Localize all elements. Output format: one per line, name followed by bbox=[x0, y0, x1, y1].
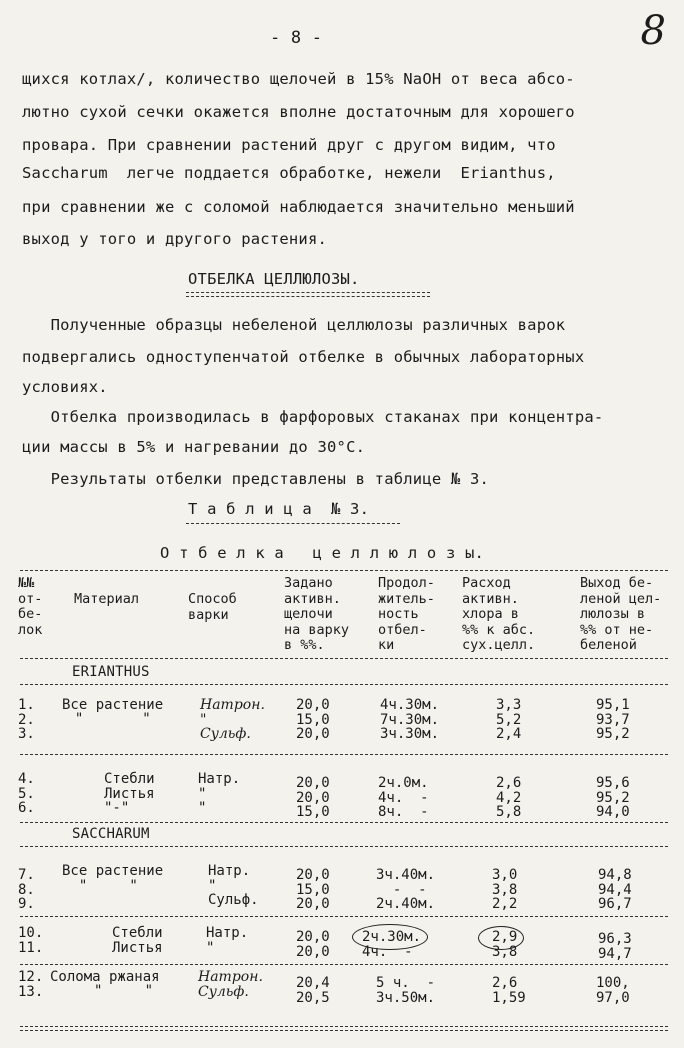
col-header-method: Способ варки bbox=[188, 591, 237, 623]
chlorine-cell: 3,0 3,8 2,2 bbox=[492, 867, 518, 912]
chlorine-cell: 2,9 3,8 bbox=[492, 929, 518, 960]
material-cell: Все растение bbox=[62, 697, 164, 713]
table-label-underline bbox=[186, 523, 400, 524]
alkali-cell: 20,0 20,0 bbox=[296, 929, 330, 960]
yield-cell: 94,8 94,4 96,7 bbox=[598, 867, 632, 912]
group-label-erianthus: ERIANTHUS bbox=[72, 664, 150, 680]
method-cell: Натрон. Сульф. bbox=[198, 969, 263, 1000]
method-cell: Натр. " Сульф. bbox=[208, 863, 259, 908]
saccharum-label-rule bbox=[20, 846, 668, 847]
body-line-3: условиях. bbox=[22, 378, 108, 396]
table-label: Т а б л и ц а № 3. bbox=[188, 500, 370, 518]
body-line-4: Отбелка производилась в фарфоровых стаканах при концентра- bbox=[22, 408, 604, 426]
group-label-saccharum: SACCHARUM bbox=[72, 826, 150, 842]
body-line-6: Результаты отбелки представлены в таблице № 3. bbox=[22, 470, 490, 488]
intro-line-3: провара. При сравнении растений друг с другом видим, что bbox=[22, 136, 556, 154]
duration-cell: 5 ч. - 3ч.50м. bbox=[376, 975, 436, 1006]
section-title: ОТБЕЛКА ЦЕЛЛЮЛОЗЫ. bbox=[188, 270, 360, 288]
erianthus-label-rule bbox=[20, 684, 668, 685]
col-header-chlorine: Расход активн. хлора в %% к абс. сух.целл. bbox=[462, 575, 536, 653]
block-rule bbox=[20, 822, 668, 823]
row-numbers: 1. 2. 3. bbox=[18, 697, 35, 742]
block-rule bbox=[20, 916, 668, 917]
material-cell: Стебли Листья bbox=[112, 925, 163, 956]
method-cell: Натр. " " bbox=[198, 771, 241, 816]
col-header-alkali: Задано активн. щелочи на варку в %%. bbox=[284, 575, 350, 653]
row-numbers: 4. 5. 6. bbox=[18, 771, 35, 816]
handwritten-page-number: 8 bbox=[640, 8, 666, 54]
alkali-cell: 20,0 15,0 20,0 bbox=[296, 867, 330, 912]
method-cell: Натр. " bbox=[206, 925, 249, 956]
block-rule bbox=[20, 964, 668, 965]
table-bottom-rule bbox=[20, 1026, 668, 1031]
intro-line-1: щихся котлах/, количество щелочей в 15% NaOH от веса абсо- bbox=[22, 70, 575, 88]
body-line-1: Полученные образцы небеленой целлюлозы различных варок bbox=[22, 316, 566, 334]
row-numbers: 10. 11. bbox=[18, 925, 44, 956]
chlorine-cell: 2,6 1,59 bbox=[492, 975, 526, 1006]
col-header-yield: Выход бе- леной цел- люлозы в %% от не- беленой bbox=[580, 575, 662, 653]
quote-marks: " " bbox=[58, 711, 151, 727]
page-number: - 8 - bbox=[270, 28, 323, 48]
table-title: О т б е л к а ц е л л ю л о з ы. bbox=[160, 544, 485, 562]
intro-line-2: лютно сухой сечки окажется вполне достаточным для хорошего bbox=[22, 103, 575, 121]
table-top-rule bbox=[20, 570, 668, 571]
chlorine-cell: 3,3 5,2 2,4 bbox=[496, 697, 522, 742]
intro-line-5: при сравнении же с соломой наблюдается значительно меньший bbox=[22, 198, 575, 216]
alkali-cell: 20,0 15,0 20,0 bbox=[296, 697, 330, 742]
yield-cell: 95,6 95,2 94,0 bbox=[596, 775, 630, 820]
duration-cell: 4ч.30м. 7ч.30м. 3ч.30м. bbox=[380, 697, 440, 742]
block-rule bbox=[20, 754, 668, 755]
material-cell: Стебли Листья "-" bbox=[104, 771, 155, 816]
intro-line-6: выход у того и другого растения. bbox=[22, 230, 328, 248]
table-header-rule bbox=[20, 658, 668, 659]
handwritten-circle-chlorine bbox=[478, 926, 524, 950]
section-title-underline bbox=[186, 292, 430, 297]
body-line-5: ции массы в 5% и нагревании до 30°С. bbox=[22, 438, 366, 456]
yield-cell: 100, 97,0 bbox=[596, 975, 630, 1006]
material-cell: Все растение " " bbox=[62, 863, 164, 894]
duration-cell: 2ч.0м. 4ч. - 8ч. - bbox=[378, 775, 429, 820]
intro-line-4: Saccharum легче поддается обработке, нежели Erianthus, bbox=[22, 164, 556, 182]
handwritten-circle-duration bbox=[352, 924, 428, 950]
col-header-duration: Продол- житель- ность отбел- ки bbox=[378, 575, 435, 653]
quote-marks: " " bbox=[94, 983, 154, 999]
duration-cell: 2ч.30м. 4ч. - bbox=[362, 929, 422, 960]
body-line-2: подвергались одноступенчатой отбелке в обычных лабораторных bbox=[22, 348, 585, 366]
alkali-cell: 20,4 20,5 bbox=[296, 975, 330, 1006]
row-numbers: 12. 13. bbox=[18, 969, 44, 1000]
yield-cell: 95,1 93,7 95,2 bbox=[596, 697, 630, 742]
material-cell: Солома ржаная bbox=[50, 969, 160, 985]
chlorine-cell: 2,6 4,2 5,8 bbox=[496, 775, 522, 820]
row-numbers: 7. 8. 9. bbox=[18, 867, 35, 912]
alkali-cell: 20,0 20,0 15,0 bbox=[296, 775, 330, 820]
yield-cell: 96,3 94,7 bbox=[598, 931, 632, 962]
col-header-number: №№ от- бе- лок bbox=[18, 575, 43, 638]
duration-cell: 3ч.40м. - - 2ч.40м. bbox=[376, 867, 436, 912]
col-header-material: Материал bbox=[74, 591, 140, 607]
method-cell: Натрон. " Сульф. bbox=[200, 697, 265, 742]
